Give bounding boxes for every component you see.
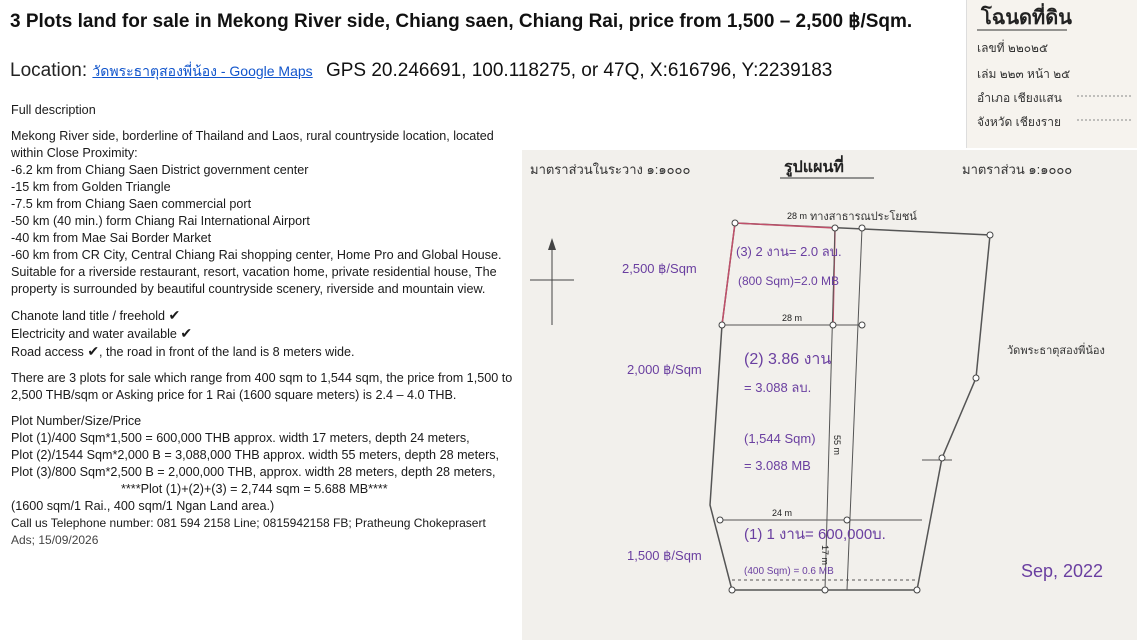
plot-line: Plot (1)/400 Sqm*1,500 = 600,000 THB approx. width 17 meters, depth 24 meters,	[11, 431, 470, 445]
deed-row: จังหวัด เชียงราย	[977, 115, 1062, 129]
plot-map-drawing	[522, 150, 1137, 640]
plot3-annotation: (3) 2 งาน= 2.0 ลบ.	[736, 244, 842, 259]
plot2-annotation: (1,544 Sqm)	[744, 431, 816, 446]
feature-suffix: , the road in front of the land is 8 meters wide.	[99, 345, 355, 359]
plots-summary: There are 3 plots for sale which range from 400 sqm to 1,544 sqm, the price from 1,500 to 2,500 THB/sqm or Asking price for 1 Rai (1600 square meters) is 2.4 – 4.0 THB.	[11, 371, 513, 402]
location-line	[10, 60, 832, 83]
contact-info: Call us Telephone number: 081 594 2158 Line; 0815942158 FB; Pratheung Chokeprasert	[11, 516, 486, 530]
plot1-annotation: (1) 1 งาน= 600,000บ.	[744, 526, 886, 543]
plot-total: ****Plot (1)+(2)+(3) = 2,744 sqm = 5.688 MB****	[121, 482, 388, 496]
deed-row: เลขที่ ๒๒๐๒๕	[977, 41, 1049, 55]
deed-title: โฉนดที่ดิน	[981, 7, 1072, 29]
dimension-label: 55 m	[832, 435, 842, 456]
unit-note: (1600 sqm/1 Rai., 400 sqm/1 Ngan Land area.)	[11, 499, 275, 513]
temple-label: วัดพระธาตุสองพี่น้อง	[1007, 345, 1105, 357]
proximity-item: -60 km from CR City, Central Chiang Rai shopping center, Home Pro and Global House.	[11, 248, 502, 262]
proximity-item: -15 km from Golden Triangle	[11, 180, 171, 194]
feature-text: Electricity and water available	[11, 327, 177, 341]
plot1-annotation: (400 Sqm) = 0.6 MB	[744, 566, 834, 577]
dimension-label: 28 m	[787, 211, 808, 221]
map-title: รูปแผนที่	[784, 159, 844, 176]
plot3-annotation: (800 Sqm)=2.0 MB	[738, 274, 840, 288]
dimension-label: 17 m	[820, 545, 830, 566]
road-label: ทางสาธารณประโยชน์	[810, 211, 917, 223]
checkmark-icon: ✔	[180, 325, 193, 341]
checkmark-icon: ✔	[87, 343, 100, 359]
feature-item	[11, 325, 521, 343]
title-deed-image	[966, 0, 1137, 148]
map-scale-right: มาตราส่วน ๑:๑๐๐๐	[962, 162, 1073, 177]
cadastral-map	[522, 150, 1137, 640]
checkmark-icon: ✔	[168, 307, 181, 323]
proximity-item: -7.5 km from Chiang Saen commercial port	[11, 197, 252, 211]
description-heading: Full description	[11, 103, 96, 117]
price-label-plot2: 2,000 ฿/Sqm	[627, 362, 702, 377]
feature-item	[11, 343, 521, 361]
map-date: Sep, 2022	[1021, 561, 1104, 581]
description-panel	[11, 102, 521, 549]
price-label-plot3: 2,500 ฿/Sqm	[622, 261, 697, 276]
deed-row: อำเภอ เชียงแสน	[977, 91, 1062, 105]
suitability-text: Suitable for a riverside restaurant, resort, vacation home, private residential house, The property is surrounded by beautiful countryside scenery, riverside and mountain view.	[11, 265, 497, 296]
ads-date: Ads; 15/09/2026	[11, 533, 99, 547]
price-label-plot1: 1,500 ฿/Sqm	[627, 548, 702, 563]
dimension-label: 24 m	[772, 508, 793, 518]
feature-text: Road access	[11, 345, 84, 359]
intro-text: Mekong River side, borderline of Thailand and Laos, rural countryside location, located within Close Proximity:	[11, 129, 494, 160]
plot-heading: Plot Number/Size/Price	[11, 414, 142, 428]
dimension-label: 28 m	[782, 313, 803, 323]
title-deed-drawing	[967, 0, 1137, 148]
proximity-item: -40 km from Mae Sai Border Market	[11, 231, 212, 245]
plot2-annotation: = 3.088 ลบ.	[744, 380, 812, 395]
feature-item	[11, 307, 521, 325]
north-arrow-icon	[530, 238, 574, 325]
proximity-item: -6.2 km from Chiang Saen District government center	[11, 163, 309, 177]
plot2-annotation: = 3.088 MB	[744, 458, 811, 473]
proximity-item: -50 km (40 min.) form Chiang Rai International Airport	[11, 214, 310, 228]
google-maps-link[interactable]: วัดพระธาตุสองพี่น้อง - Google Maps	[92, 63, 313, 79]
map-scale-left: มาตราส่วนในระวาง ๑:๑๐๐๐	[530, 162, 691, 177]
plot2-annotation: (2) 3.86 งาน	[744, 351, 832, 368]
location-label: Location:	[10, 60, 88, 81]
gps-coordinates: GPS 20.246691, 100.118275, or 47Q, X:616796, Y:2239183	[325, 60, 833, 81]
feature-text: Chanote land title / freehold	[11, 309, 166, 323]
page-title: 3 Plots land for sale in Mekong River side, Chiang saen, Chiang Rai, price from 1,500 – 2,500 ฿/Sqm.	[10, 11, 913, 32]
plot-line: Plot (2)/1544 Sqm*2,000 B = 3,088,000 THB approx. width 55 meters, depth 28 meters,	[11, 448, 500, 462]
deed-row: เล่ม ๒๒๓ หน้า ๒๕	[977, 67, 1071, 81]
plot-line: Plot (3)/800 Sqm*2,500 B = 2,000,000 THB, approx. width 28 meters, depth 28 meters,	[11, 465, 496, 479]
